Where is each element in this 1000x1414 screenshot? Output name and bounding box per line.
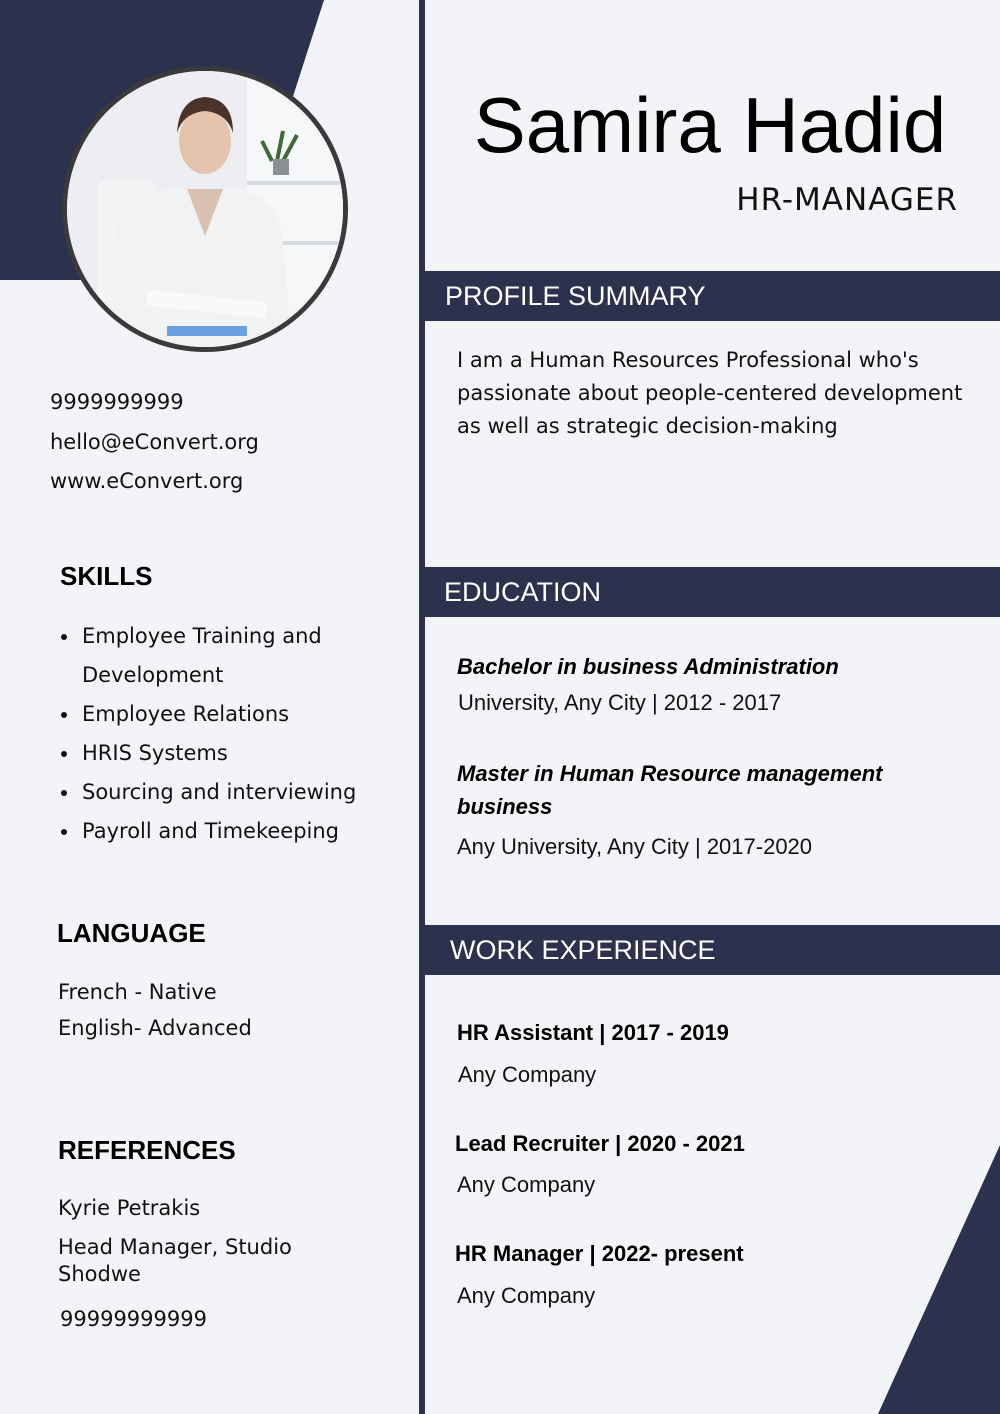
profile-photo [62,66,348,352]
job-company: Any Company [458,1062,597,1087]
section-bar-work-experience [425,925,1000,975]
reference-phone: 99999999999 [60,1307,207,1331]
reference-title: Head Manager, Studio Shodwe [58,1235,292,1286]
education-details: Any University, Any City | 2017-2020 [457,834,813,859]
language-item: English- Advanced [58,1016,252,1040]
contact-email[interactable]: hello@eConvert.org [50,430,259,454]
work-experience-heading: WORK EXPERIENCE [450,935,716,965]
decorative-navy-triangle-bottom-right [870,1145,1000,1414]
skill-item: • HRIS Systems [80,734,390,773]
section-bar-education [425,567,1000,617]
skills-heading: SKILLS [60,561,153,591]
skills-list [60,617,390,851]
skill-item: • Payroll and Timekeeping [80,812,390,851]
education-heading: EDUCATION [444,577,602,607]
contact-website[interactable]: www.eConvert.org [50,469,244,493]
candidate-name: Samira Hadid [473,81,947,169]
skill-item: • Employee Relations [80,695,390,734]
language-heading: LANGUAGE [57,918,206,948]
references-heading: REFERENCES [58,1135,236,1165]
job-company: Any Company [457,1283,596,1308]
job-title: HR Manager | 2022- present [455,1241,744,1266]
education-degree: Master in Human Resource management business [457,761,883,819]
job-title: Lead Recruiter | 2020 - 2021 [455,1131,745,1156]
person-portrait-icon [67,71,343,347]
contact-phone: 9999999999 [50,390,184,414]
candidate-role: HR-MANAGER [736,182,958,218]
reference-name: Kyrie Petrakis [58,1196,201,1220]
education-degree: Bachelor in business Administration [457,654,839,679]
skills-list-container [60,617,390,851]
section-bar-profile-summary [425,271,1000,321]
language-item: French - Native [58,980,217,1004]
column-divider [419,0,425,1414]
skill-item: • Sourcing and interviewing [80,773,390,812]
skill-item: • Employee Training and Development [80,617,390,695]
job-title: HR Assistant | 2017 - 2019 [457,1020,729,1045]
profile-summary-text: I am a Human Resources Professional who's passionate about people-centered development as well as strategic decision-making [457,348,963,438]
profile-summary-heading: PROFILE SUMMARY [445,281,706,311]
education-details: University, Any City | 2012 - 2017 [458,690,782,715]
job-company: Any Company [457,1172,596,1197]
